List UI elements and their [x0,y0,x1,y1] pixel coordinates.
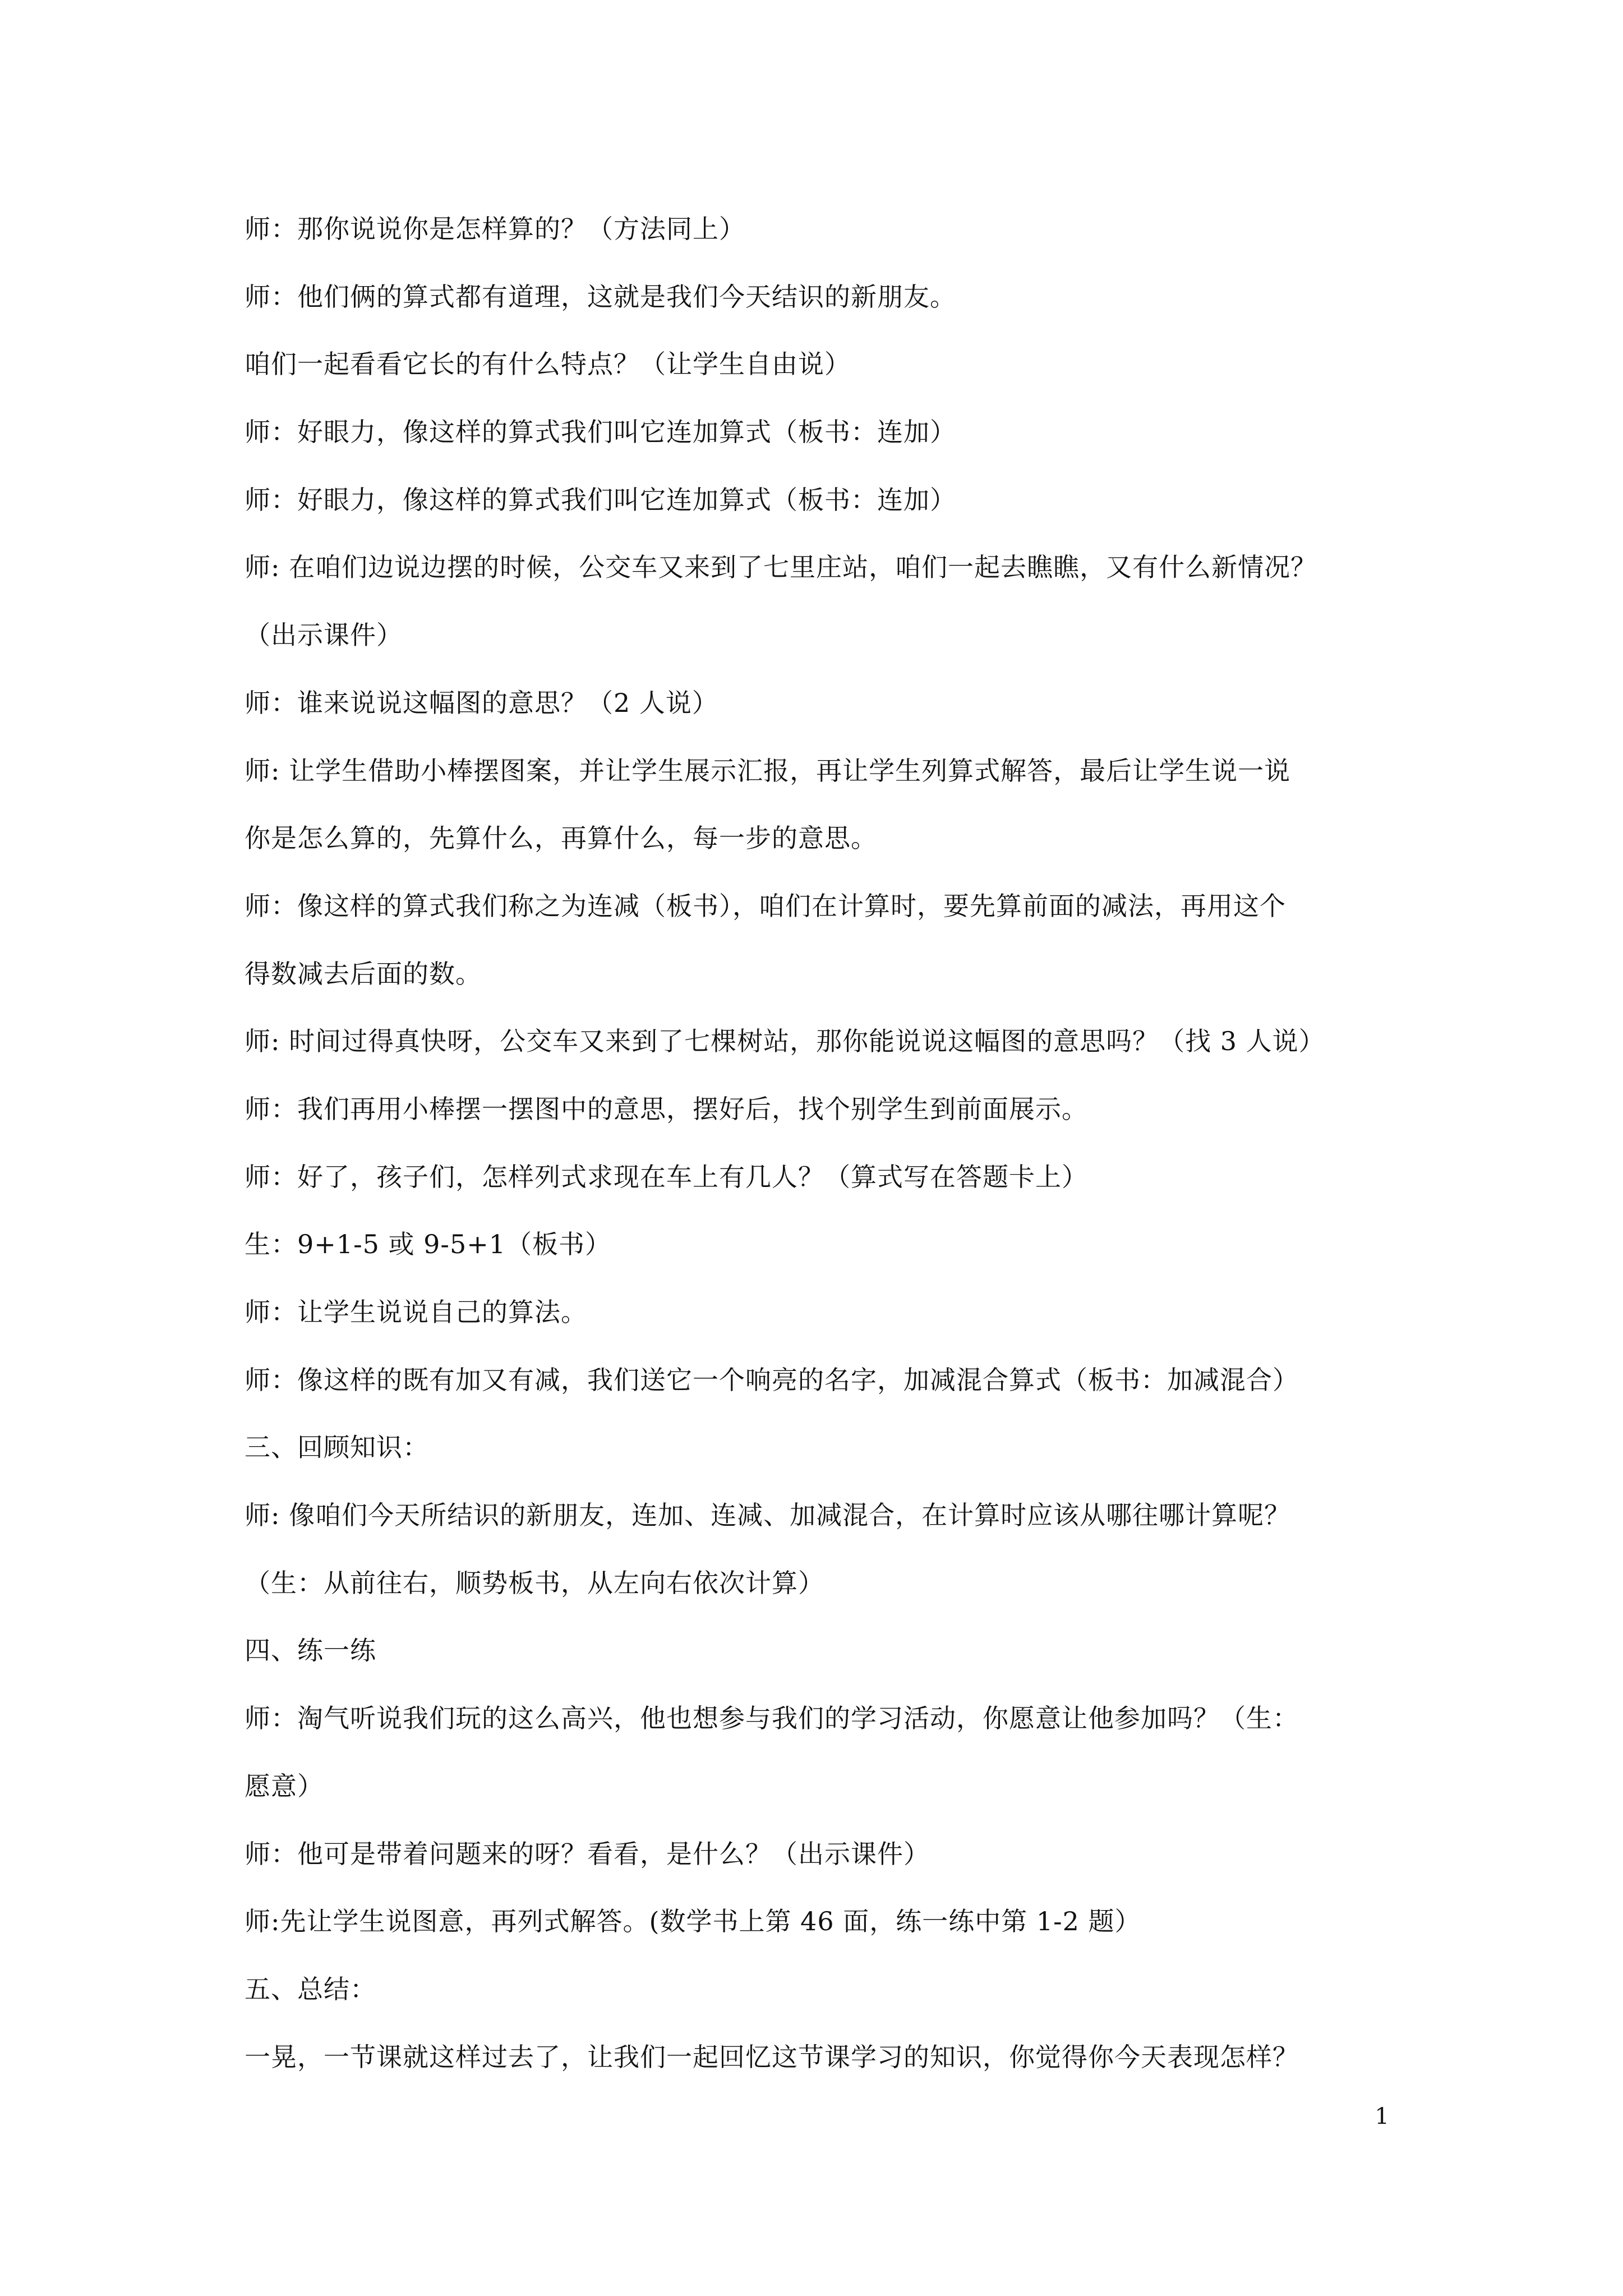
text-line: 师: 时间过得真快呀，公交车又来到了七棵树站，那你能说说这幅图的意思吗？（找 3 人说） [245,1026,1325,1057]
text-line: 得数减去后面的数。 [245,958,482,989]
text-line: 你是怎么算的，先算什么，再算什么，每一步的意思。 [245,823,877,854]
text-line: 师：他们俩的算式都有道理，这就是我们今天结识的新朋友。 [245,281,956,312]
section-heading: 五、总结： [245,1973,376,2004]
text-line: 师：好了，孩子们，怎样列式求现在车上有几人？（算式写在答题卡上） [245,1161,1088,1192]
text-line: 师：像这样的既有加又有减，我们送它一个响亮的名字，加减混合算式（板书：加减混合） [245,1364,1299,1395]
text-line: 师: 在咱们边说边摆的时候，公交车又来到了七里庄站，咱们一起去瞧瞧，又有什么新情况？ [245,552,1317,583]
document-body [245,212,1389,2108]
text-line: 师: 让学生借助小棒摆图案，并让学生展示汇报，再让学生列算式解答，最后让学生说一说 [245,755,1291,786]
text-line: （生：从前往右，顺势板书，从左向右依次计算） [245,1567,824,1598]
text-line: 师：他可是带着问题来的呀？看看，是什么？（出示课件） [245,1838,930,1869]
page-number: 1 [1375,2104,1389,2129]
text-line: 师：淘气听说我们玩的这么高兴，他也想参与我们的学习活动，你愿意让他参加吗？（生： [245,1703,1299,1734]
text-line: （出示课件） [245,620,403,651]
text-line: 咱们一起看看它长的有什么特点？（让学生自由说） [245,349,851,380]
text-line: 师：让学生说说自己的算法。 [245,1297,587,1327]
text-line: 师：好眼力，像这样的算式我们叫它连加算式（板书：连加） [245,417,956,448]
text-line: 一晃，一节课就这样过去了，让我们一起回忆这节课学习的知识，你觉得你今天表现怎样？ [245,2041,1299,2072]
text-line: 师：谁来说说这幅图的意思？（2 人说） [245,687,718,718]
text-line: 师:先让学生说图意，再列式解答。(数学书上第 46 面，练一练中第 1-2 题） [245,1906,1141,1937]
text-line: 师: 像咱们今天所结识的新朋友，连加、连减、加减混合，在计算时应该从哪往哪计算呢？ [245,1500,1291,1531]
text-line: 生：9+1-5 或 9-5+1（板书） [245,1229,612,1260]
text-line: 师：好眼力，像这样的算式我们叫它连加算式（板书：连加） [245,484,956,515]
section-heading: 三、回顾知识： [245,1432,429,1463]
text-line: 师：像这样的算式我们称之为连减（板书），咱们在计算时，要先算前面的减法，再用这个 [245,890,1286,921]
section-heading: 四、练一练 [245,1635,376,1666]
text-line: 师：那你说说你是怎样算的？（方法同上） [245,214,745,244]
text-line: 师：我们再用小棒摆一摆图中的意思，摆好后，找个别学生到前面展示。 [245,1093,1088,1124]
text-line: 愿意） [245,1770,324,1801]
